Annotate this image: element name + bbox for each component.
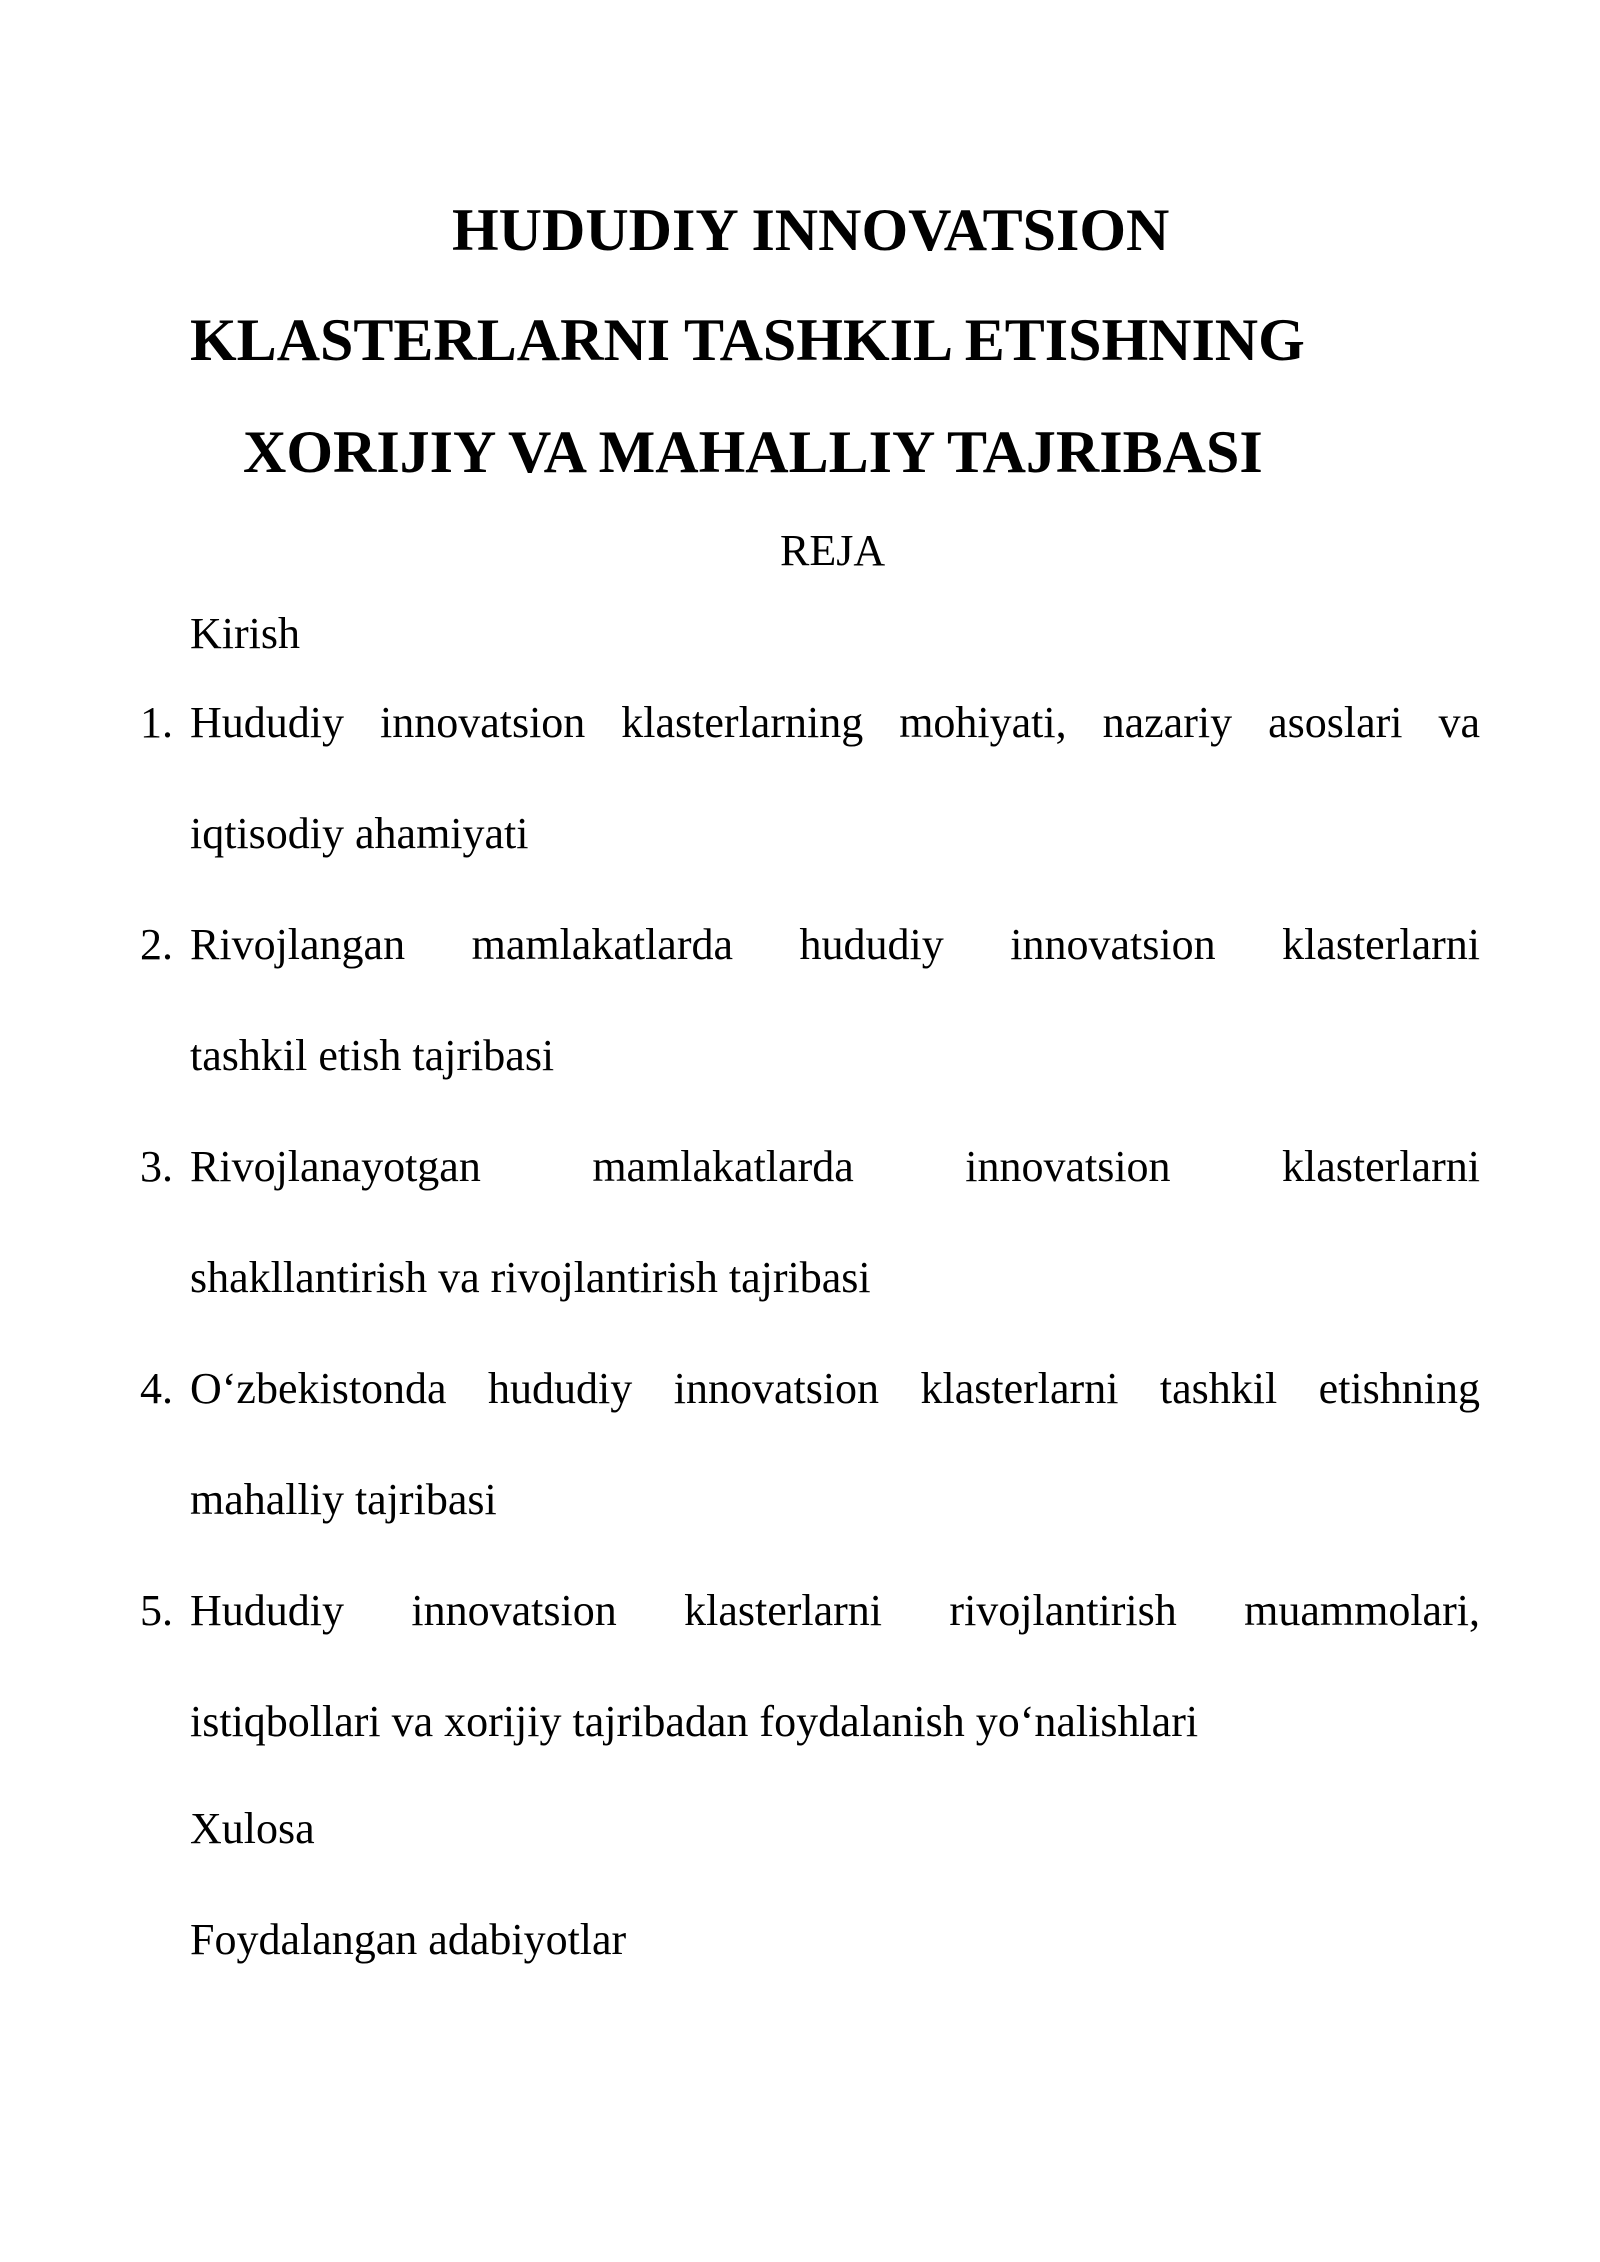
toc-item-line-1 — [190, 696, 1480, 750]
toc-item-line-2: istiqbollari va xorijiy tajribadan foydalanish yo‘nalishlari — [190, 1697, 1199, 1746]
toc-word: asoslari — [1268, 698, 1403, 747]
toc-word: klasterlarning — [621, 698, 864, 747]
toc-item-line-1 — [190, 1140, 1480, 1194]
toc-word: innovatsion — [673, 1364, 880, 1413]
plan-heading: REJA — [780, 526, 886, 575]
toc-item-line-2: mahalliy tajribasi — [190, 1475, 497, 1524]
toc-word: hududiy — [799, 920, 944, 969]
toc-word: rivojlantirish — [949, 1586, 1177, 1635]
toc-word: Rivojlangan — [190, 920, 406, 969]
document-title-line-2: KLASTERLARNI TASHKIL ETISHNING — [190, 307, 1305, 373]
toc-item-number: 5. — [140, 1586, 173, 1635]
toc-references: Foydalangan adabiyotlar — [190, 1915, 627, 1964]
toc-word: mamlakatlarda — [592, 1142, 854, 1191]
toc-item-line-2: tashkil etish tajribasi — [190, 1031, 555, 1080]
toc-word: va — [1438, 698, 1480, 747]
toc-item-line-2: iqtisodiy ahamiyati — [190, 809, 529, 858]
toc-intro: Kirish — [190, 609, 300, 658]
toc-item-number: 2. — [140, 920, 173, 969]
toc-item-line-1 — [190, 918, 1480, 972]
toc-word: klasterlarni — [684, 1586, 883, 1635]
toc-item-line-2: shakllantirish va rivojlantirish tajribasi — [190, 1253, 871, 1302]
toc-conclusion: Xulosa — [190, 1804, 315, 1853]
toc-word: mamlakatlarda — [471, 920, 734, 969]
toc-word: O‘zbekistonda — [190, 1364, 447, 1413]
toc-word: muammolari, — [1244, 1586, 1480, 1635]
toc-word: hududiy — [488, 1364, 633, 1413]
document-title-line-1: HUDUDIY INNOVATSION — [452, 197, 1170, 263]
toc-word: etishning — [1318, 1364, 1480, 1413]
toc-word: mohiyati, — [899, 698, 1067, 747]
toc-word: tashkil — [1159, 1364, 1278, 1413]
toc-word: innovatsion — [965, 1142, 1171, 1191]
toc-word: innovatsion — [411, 1586, 617, 1635]
toc-word: klasterlarni — [920, 1364, 1119, 1413]
document-title-line-3: XORIJIY VA MAHALLIY TAJRIBASI — [243, 419, 1263, 485]
toc-item-number: 1. — [140, 698, 173, 747]
toc-word: Rivojlanayotgan — [190, 1142, 481, 1191]
toc-item-line-1 — [190, 1362, 1480, 1416]
toc-word: klasterlarni — [1282, 1142, 1480, 1191]
toc-word: innovatsion — [379, 698, 586, 747]
toc-word: Hududiy — [190, 698, 344, 747]
toc-word: klasterlarni — [1282, 920, 1480, 969]
toc-item-number: 3. — [140, 1142, 173, 1191]
toc-word: innovatsion — [1010, 920, 1216, 969]
toc-word: nazariy — [1102, 698, 1233, 747]
toc-word: Hududiy — [190, 1586, 344, 1635]
toc-item-line-1 — [190, 1584, 1480, 1638]
toc-item-number: 4. — [140, 1364, 173, 1413]
